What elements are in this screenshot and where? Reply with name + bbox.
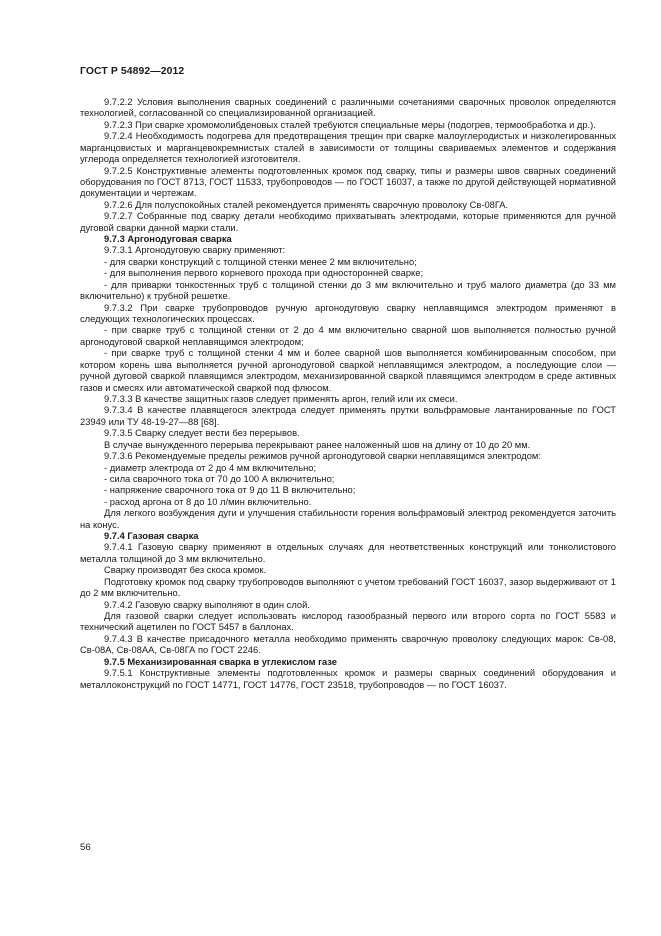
paragraph: 9.7.3.4 В качестве плавящегося электрода следует применять прутки вольфрамовые лантанированные по ГОСТ 23949 или ТУ 48-19-27—88 [68]. [80,405,616,427]
paragraph: - для выполнения первого корневого прохода при односторонней сварке; [104,268,424,279]
page-content [80,97,616,691]
paragraph: 9.7.2.3 При сварке хромомолибденовых сталей требуются специальные меры (подогрев, термообработка и др.). [104,119,596,130]
paragraph: - при сварке труб с толщиной стенки 4 мм и более сварной шов выполняется комбинированным способом, при котором корень шва выполняется ручной аргонодуговой сваркой неплавящимся электродом, а последующие слои — ручной дуговой сваркой плавящимся электродом, механизированной сваркой плавящимся электродом в среде активных газов и смесях или автоматической сваркой под флюсом. [80,348,616,393]
paragraph: - сила сварочного тока от 70 до 100 А включительно; [104,473,335,484]
paragraph: 9.7.3.5 Сварку следует вести без перерывов. [104,428,300,439]
paragraph: В случае вынужденного перерыва перекрывают ранее наложенный шов на длину от 10 до 20 мм. [104,439,531,450]
paragraph: 9.7.4.3 В качестве присадочного металла необходимо применять сварочную проволоку следующих марок: Св-08, Св-08А, Св-08АА, Св-08ГА по ГОСТ 2246. [80,633,616,656]
paragraph: Для легкого возбуждения дуги и улучшения стабильности горения вольфрамовый электрод рекомендуется заточить на конус. [80,508,616,530]
paragraph: 9.7.2.5 Конструктивные элементы подготовленных кромок под сварку, типы и размеры швов сварных соединений оборудования по ГОСТ 8713, ГОСТ 11533, трубопроводов — по ГОСТ 16037, а также по другой действующей нормативной документации и чертежам. [80,165,616,199]
paragraph: Подготовку кромок под сварку трубопроводов выполняют с учетом требований ГОСТ 16037, зазор выдерживают от 1 до 2 мм включительно. [80,576,616,599]
document-header: ГОСТ Р 54892—2012 [80,66,185,77]
paragraph: Сварку производят без скоса кромок. [104,565,267,576]
paragraph: - расход аргона от 8 до 10 л/мин включительно. [104,496,312,507]
section-heading: 9.7.3 Аргонодуговая сварка [104,234,232,245]
page-number: 56 [80,842,91,853]
section-heading: 9.7.4 Газовая сварка [104,531,199,542]
paragraph: 9.7.3.1 Аргонодуговую сварку применяют: [104,245,286,256]
paragraph: - для приварки тонкостенных труб с толщиной стенки до 3 мм включительно и труб малого диаметра (до 33 мм включительно) к трубной решетке. [80,279,616,302]
paragraph: 9.7.2.7 Собранные под сварку детали необходимо прихватывать электродами, которые применяются для ручной дуговой сварки данной марки стали. [80,211,616,233]
paragraph: 9.7.2.6 Для полуспокойных сталей рекомендуется применять сварочную проволоку Св-08ГА. [104,199,509,210]
paragraph: 9.7.2.4 Необходимость подогрева для предотвращения трещин при сварке малоуглеродистых и низколегированных марганцовистых и марганцевокремнистых сталей в зависимости от толщины свариваемых элементов и содержания углерода определяется технологией изготовителя. [80,131,616,165]
paragraph: 9.7.3.2 При сварке трубопроводов ручную аргонодуговую сварку неплавящимся электродом применяют в следующих технологических процессах. [80,302,616,325]
section-heading: 9.7.5 Механизированная сварка в углекислом газе [104,656,338,667]
paragraph: 9.7.4.1 Газовую сварку применяют в отдельных случаях для неответственных конструкций или тонколистового металла толщиной до 3 мм включительно. [80,542,616,564]
paragraph: - для сварки конструкций с толщиной стенки менее 2 мм включительно; [104,256,417,267]
paragraph: 9.7.5.1 Конструктивные элементы подготовленных кромок и размеры сварных соединений оборудования и металлоконструкций по ГОСТ 14771, ГОСТ 14776, ГОСТ 23518, трубопроводов — по ГОСТ 16037. [80,668,616,690]
paragraph: 9.7.3.6 Рекомендуемые пределы режимов ручной аргонодуговой сварки неплавящимся электродом: [104,451,541,462]
paragraph: Для газовой сварки следует использовать кислород газообразный первого или второго сорта по ГОСТ 5583 и технический ацетилен по ГОСТ 5457 в баллонах. [80,610,616,633]
paragraph: 9.7.2.2 Условия выполнения сварных соединений с различными сочетаниями сварочных проволок определяются технологией, согласованной со специализированной организацией. [80,97,616,119]
paragraph: 9.7.4.2 Газовую сварку выполняют в один слой. [104,599,310,610]
paragraph: - при сварке труб с толщиной стенки от 2 до 4 мм включительно сварной шов выполняется полностью ручной аргонодуговой сваркой неплавящимся электродом; [80,325,616,347]
paragraph: - диаметр электрода от 2 до 4 мм включительно; [104,462,317,473]
paragraph: 9.7.3.3 В качестве защитных газов следует применять аргон, гелий или их смеси. [104,393,458,404]
paragraph: - напряжение сварочного тока от 9 до 11 В включительно; [104,485,356,496]
